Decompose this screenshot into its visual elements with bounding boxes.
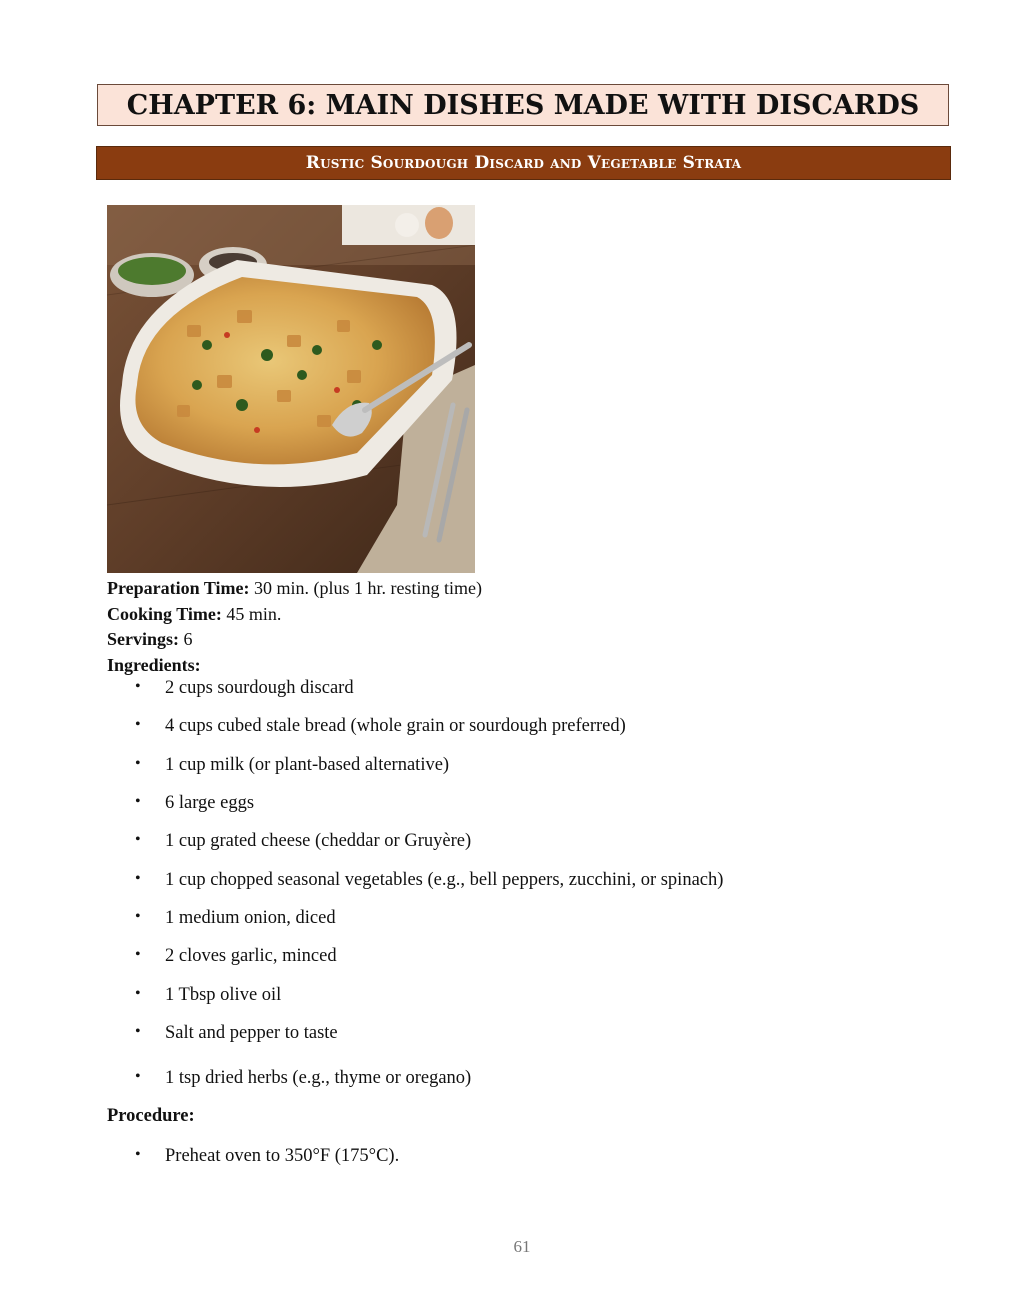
ingredient-text: 1 cup milk (or plant-based alternative) — [165, 755, 450, 775]
bullet-icon: • — [135, 793, 141, 810]
ingredient-text: Salt and pepper to taste — [165, 1023, 338, 1043]
cook-time-line — [107, 602, 482, 628]
ingredients-heading-line — [107, 653, 482, 679]
cook-time-label: Cooking Time: — [107, 603, 222, 624]
prep-time-value: 30 min. (plus 1 hr. resting time) — [254, 578, 482, 598]
recipe-title-bar — [96, 146, 951, 180]
bullet-icon: • — [135, 870, 141, 887]
bullet-icon: • — [135, 1023, 141, 1040]
ingredient-text: 1 cup grated cheese (cheddar or Gruyère) — [165, 831, 472, 851]
ingredient-text: 2 cloves garlic, minced — [165, 946, 337, 966]
recipe-meta — [107, 576, 482, 678]
bullet-icon: • — [135, 678, 141, 695]
ingredient-text: 1 tsp dried herbs (e.g., thyme or oregano) — [165, 1068, 472, 1088]
chapter-title-box — [97, 84, 949, 126]
cook-time-value: 45 min. — [226, 603, 282, 624]
servings-label: Servings: — [107, 629, 179, 649]
page-number: 61 — [513, 1237, 531, 1256]
procedure-step-text: Preheat oven to 350°F (175°C). — [165, 1146, 400, 1166]
recipe-title: Rustic Sourdough Discard and Vegetable Strata — [305, 153, 742, 173]
bullet-icon: • — [135, 755, 141, 772]
ingredient-text: 6 large eggs — [165, 793, 255, 813]
procedure-heading: Procedure: — [107, 1106, 195, 1126]
ingredient-text: 1 medium onion, diced — [165, 908, 336, 928]
bullet-icon: • — [135, 1068, 141, 1085]
bullet-icon: • — [135, 716, 141, 733]
bullet-icon: • — [135, 946, 141, 963]
servings-value: 6 — [183, 629, 193, 649]
ingredient-text: 4 cups cubed stale bread (whole grain or sourdough preferred) — [165, 716, 626, 736]
ingredient-text: 1 cup chopped seasonal vegetables (e.g., bell peppers, zucchini, or spinach) — [165, 870, 724, 890]
servings-line — [107, 627, 482, 653]
recipe-photo — [107, 205, 475, 573]
prep-time-label: Preparation Time: — [107, 578, 250, 598]
bullet-icon: • — [135, 831, 141, 848]
ingredient-text: 2 cups sourdough discard — [165, 678, 354, 698]
ingredient-text: 1 Tbsp olive oil — [165, 985, 282, 1005]
prep-time-line — [107, 576, 482, 602]
bullet-icon: • — [135, 908, 141, 925]
bullet-icon: • — [135, 985, 141, 1002]
chapter-title: CHAPTER 6: MAIN DISHES MADE WITH DISCARDS — [126, 89, 920, 121]
bullet-icon: • — [135, 1146, 141, 1163]
ingredients-heading: Ingredients: — [107, 654, 201, 675]
strata-photo-illustration — [107, 205, 475, 573]
